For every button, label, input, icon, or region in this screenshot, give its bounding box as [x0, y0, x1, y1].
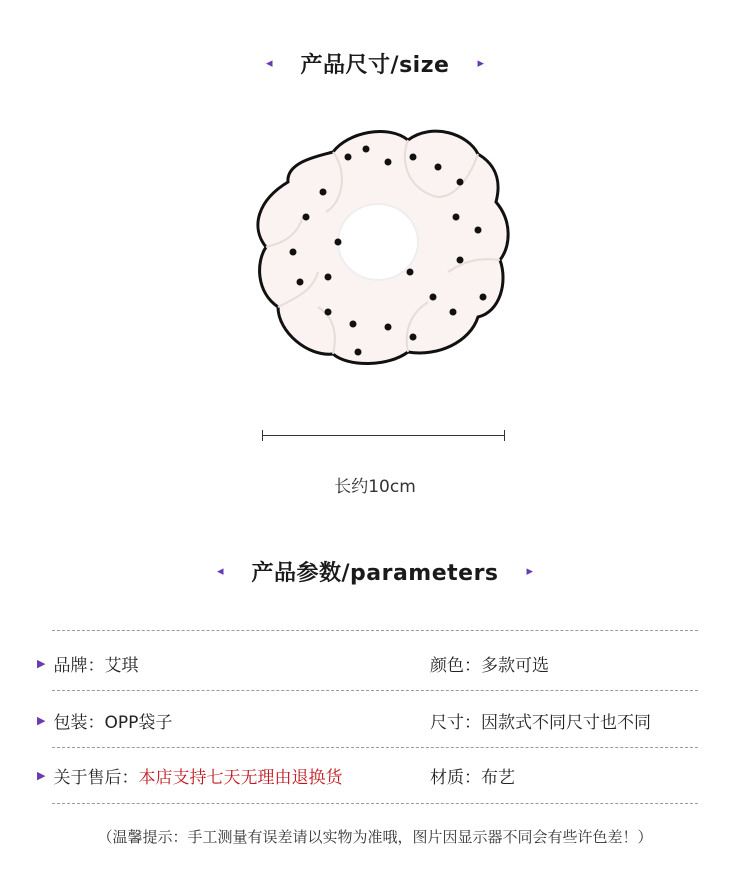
param-value: 多款可选 — [481, 655, 549, 676]
dashed-divider — [52, 690, 698, 691]
param-label: 关于售后： — [53, 767, 139, 788]
param-material — [430, 755, 515, 795]
param-brand — [37, 643, 138, 683]
param-color — [430, 643, 549, 683]
param-package — [37, 700, 172, 740]
dashed-divider — [52, 747, 698, 748]
param-row — [0, 700, 750, 740]
scrunchie-product-image — [238, 112, 520, 374]
bullet-triangle-icon: ▶ — [37, 768, 46, 782]
param-value: 因款式不同尺寸也不同 — [481, 712, 651, 733]
param-row — [0, 755, 750, 795]
param-label: 品牌： — [53, 655, 105, 676]
param-after-sale — [37, 755, 342, 795]
param-label: 包装： — [53, 712, 105, 733]
params-section-title — [0, 556, 750, 587]
disclaimer-note: （温馨提示：手工测量有误差请以实物为准哦，图片因显示器不同会有些许色差！） — [97, 828, 653, 846]
param-value-highlight: 本店支持七天无理由退换货 — [138, 767, 343, 788]
param-value: OPP袋子 — [104, 712, 173, 733]
param-row — [0, 643, 750, 683]
left-triangle-icon: ◂ — [216, 564, 224, 579]
left-triangle-icon: ◂ — [266, 56, 273, 71]
dashed-divider — [52, 630, 698, 631]
bullet-triangle-icon: ▶ — [37, 656, 46, 670]
right-triangle-icon: ▸ — [477, 56, 484, 71]
param-label: 颜色： — [430, 655, 481, 676]
dashed-divider — [52, 803, 698, 804]
bullet-triangle-icon: ▶ — [37, 713, 46, 727]
size-title-text: 产品尺寸/size — [300, 53, 450, 78]
param-size — [430, 700, 651, 740]
param-label: 尺寸： — [430, 712, 481, 733]
measurement-line — [262, 435, 505, 436]
param-value: 艾琪 — [104, 655, 139, 676]
right-triangle-icon: ▸ — [526, 564, 534, 579]
param-value: 布艺 — [481, 767, 515, 788]
param-label: 材质： — [430, 767, 481, 788]
size-section-title — [0, 48, 750, 79]
measurement-label: 长约10cm — [334, 477, 416, 497]
params-title-text: 产品参数/parameters — [251, 561, 499, 586]
